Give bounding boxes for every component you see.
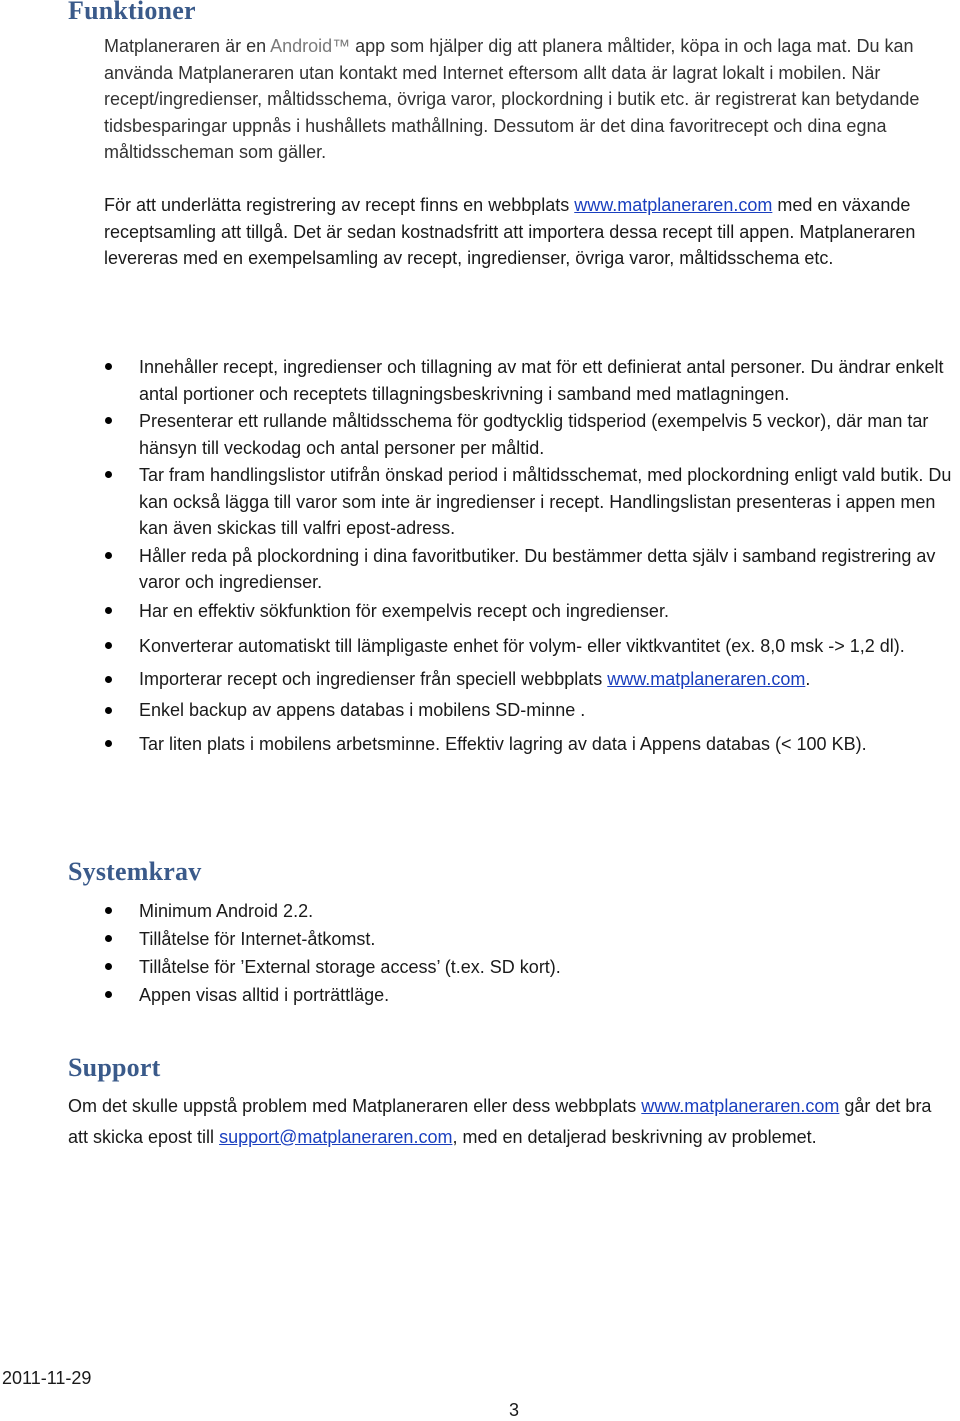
bullet-icon: [105, 935, 112, 942]
list-item-text: Har en effektiv sökfunktion för exempelvis recept och ingredienser.: [139, 600, 669, 621]
intro-text-1: Matplaneraren är en: [104, 36, 271, 56]
list-item-text: Tillåtelse för ’External storage access’ (t.ex. SD kort).: [139, 957, 561, 977]
list-item-text: Tillåtelse för Internet-åtkomst.: [139, 929, 376, 949]
support-website-link[interactable]: www.matplaneraren.com: [641, 1096, 840, 1116]
support-email-link[interactable]: support@matplaneraren.com: [219, 1126, 453, 1147]
list-item-text: Enkel backup av appens databas i mobilens SD-minne .: [139, 700, 586, 720]
matplaneraren-import-link[interactable]: www.matplaneraren.com: [607, 669, 806, 689]
heading-systemkrav: Systemkrav: [68, 857, 202, 886]
list-item: [104, 598, 954, 625]
list-item-text: Håller reda på plockordning i dina favoritbutiker. Du bestämmer detta själv i samband registrering av varor och ingredienser.: [139, 545, 936, 592]
list-item: [104, 727, 954, 761]
list-item-text: Importerar recept och ingredienser från speciell webbplats: [139, 669, 608, 689]
list-item-text: Innehåller recept, ingredienser och tillagning av mat för ett definierat antal personer. Du ändrar enkelt antal portioner och receptets tillagningsbeskrivning i samband med matlagningen.: [139, 357, 944, 404]
android-trademark: Android™: [270, 36, 351, 56]
list-item-text: Konverterar automatiskt till lämpligaste enhet för volym- eller viktkvantitet (ex. 8,0 msk -> 1,2 dl).: [139, 636, 905, 656]
list-item-text: Minimum Android 2.2.: [139, 901, 314, 921]
heading-funktioner: Funktioner: [68, 0, 196, 25]
bullet-icon: [105, 363, 112, 370]
list-item-text: Tar fram handlingslistor utifrån önskad period i måltidsschemat, med plockordning enligt vald butik. Du kan också lägga till varor som inte är ingredienser i recept. Handlingslistan presenteras i appen men kan även skickas till valfri epost-adress.: [139, 465, 952, 538]
support-text-3: , med en detaljerad beskrivning av problemet.: [452, 1126, 817, 1147]
bullet-icon: [105, 676, 112, 683]
intro-text-2: app som hjälper dig att planera måltider, köpa in och laga mat. Du kan använda Matplaneraren utan kontakt med Internet eftersom allt data är lagrat lokalt i mobilen. När recept/ingredienser, måltidsschema, övriga varor, plockordning i butik etc. är registrerat kan betydande tidsbesparingar uppnås i hushållets mathållning. Dessutom är det dina favoritrecept och dina egna måltidsscheman som gäller.: [104, 36, 920, 162]
list-item: [104, 354, 954, 407]
list-item: [104, 462, 954, 542]
features-list: [104, 354, 954, 761]
bullet-icon: [105, 740, 112, 747]
bullet-icon: [105, 642, 112, 649]
list-item: [104, 543, 954, 596]
bullet-icon: [105, 963, 112, 970]
bullet-icon: [105, 991, 112, 998]
web-recipes-paragraph: [104, 192, 954, 272]
support-text-1: Om det skulle uppstå problem med Matplaneraren eller dess webbplats: [68, 1096, 642, 1116]
bullet-icon: [105, 907, 112, 914]
bullet-icon: [105, 552, 112, 559]
heading-support: Support: [68, 1053, 161, 1082]
list-item: [104, 897, 954, 925]
list-item: [104, 695, 954, 726]
bullet-icon: [105, 471, 112, 478]
list-item-text: Tar liten plats i mobilens arbetsminne. Effektiv lagring av data i Appens databas (< 100 KB).: [139, 734, 867, 754]
bullet-icon: [105, 707, 112, 714]
list-item: [104, 981, 954, 1009]
intro-paragraph: [104, 33, 954, 166]
list-item: [104, 953, 954, 981]
page-number: 3: [509, 1400, 520, 1420]
list-item: [104, 925, 954, 953]
web-recipes-text-1: För att underlätta registrering av recept finns en webbplats: [104, 195, 575, 215]
support-text-2: går det bra att skicka epost till: [68, 1096, 932, 1147]
list-item: [104, 630, 954, 662]
matplaneraren-link[interactable]: www.matplaneraren.com: [574, 195, 773, 215]
requirements-list: [104, 897, 954, 1009]
list-item-text: Presenterar ett rullande måltidsschema för godtycklig tidsperiod (exempelvis 5 veckor), där man tar hänsyn till veckodag och antal personer per måltid.: [139, 411, 929, 458]
web-recipes-text-2: med en växande receptsamling att tillgå. Det är sedan kostnadsfritt att importera dessa recept till appen. Matplaneraren levereras med en exempelsamling av recept, ingredienser, övriga varor, måltidsschema etc.: [104, 195, 916, 268]
bullet-icon: [105, 417, 112, 424]
support-paragraph: [68, 1091, 948, 1152]
list-item: [104, 664, 954, 695]
list-item: [104, 408, 954, 461]
footer-date: 2011-11-29: [2, 1368, 92, 1388]
bullet-icon: [105, 607, 112, 614]
list-item-text: .: [805, 669, 811, 689]
list-item-text: Appen visas alltid i porträttläge.: [139, 985, 390, 1005]
